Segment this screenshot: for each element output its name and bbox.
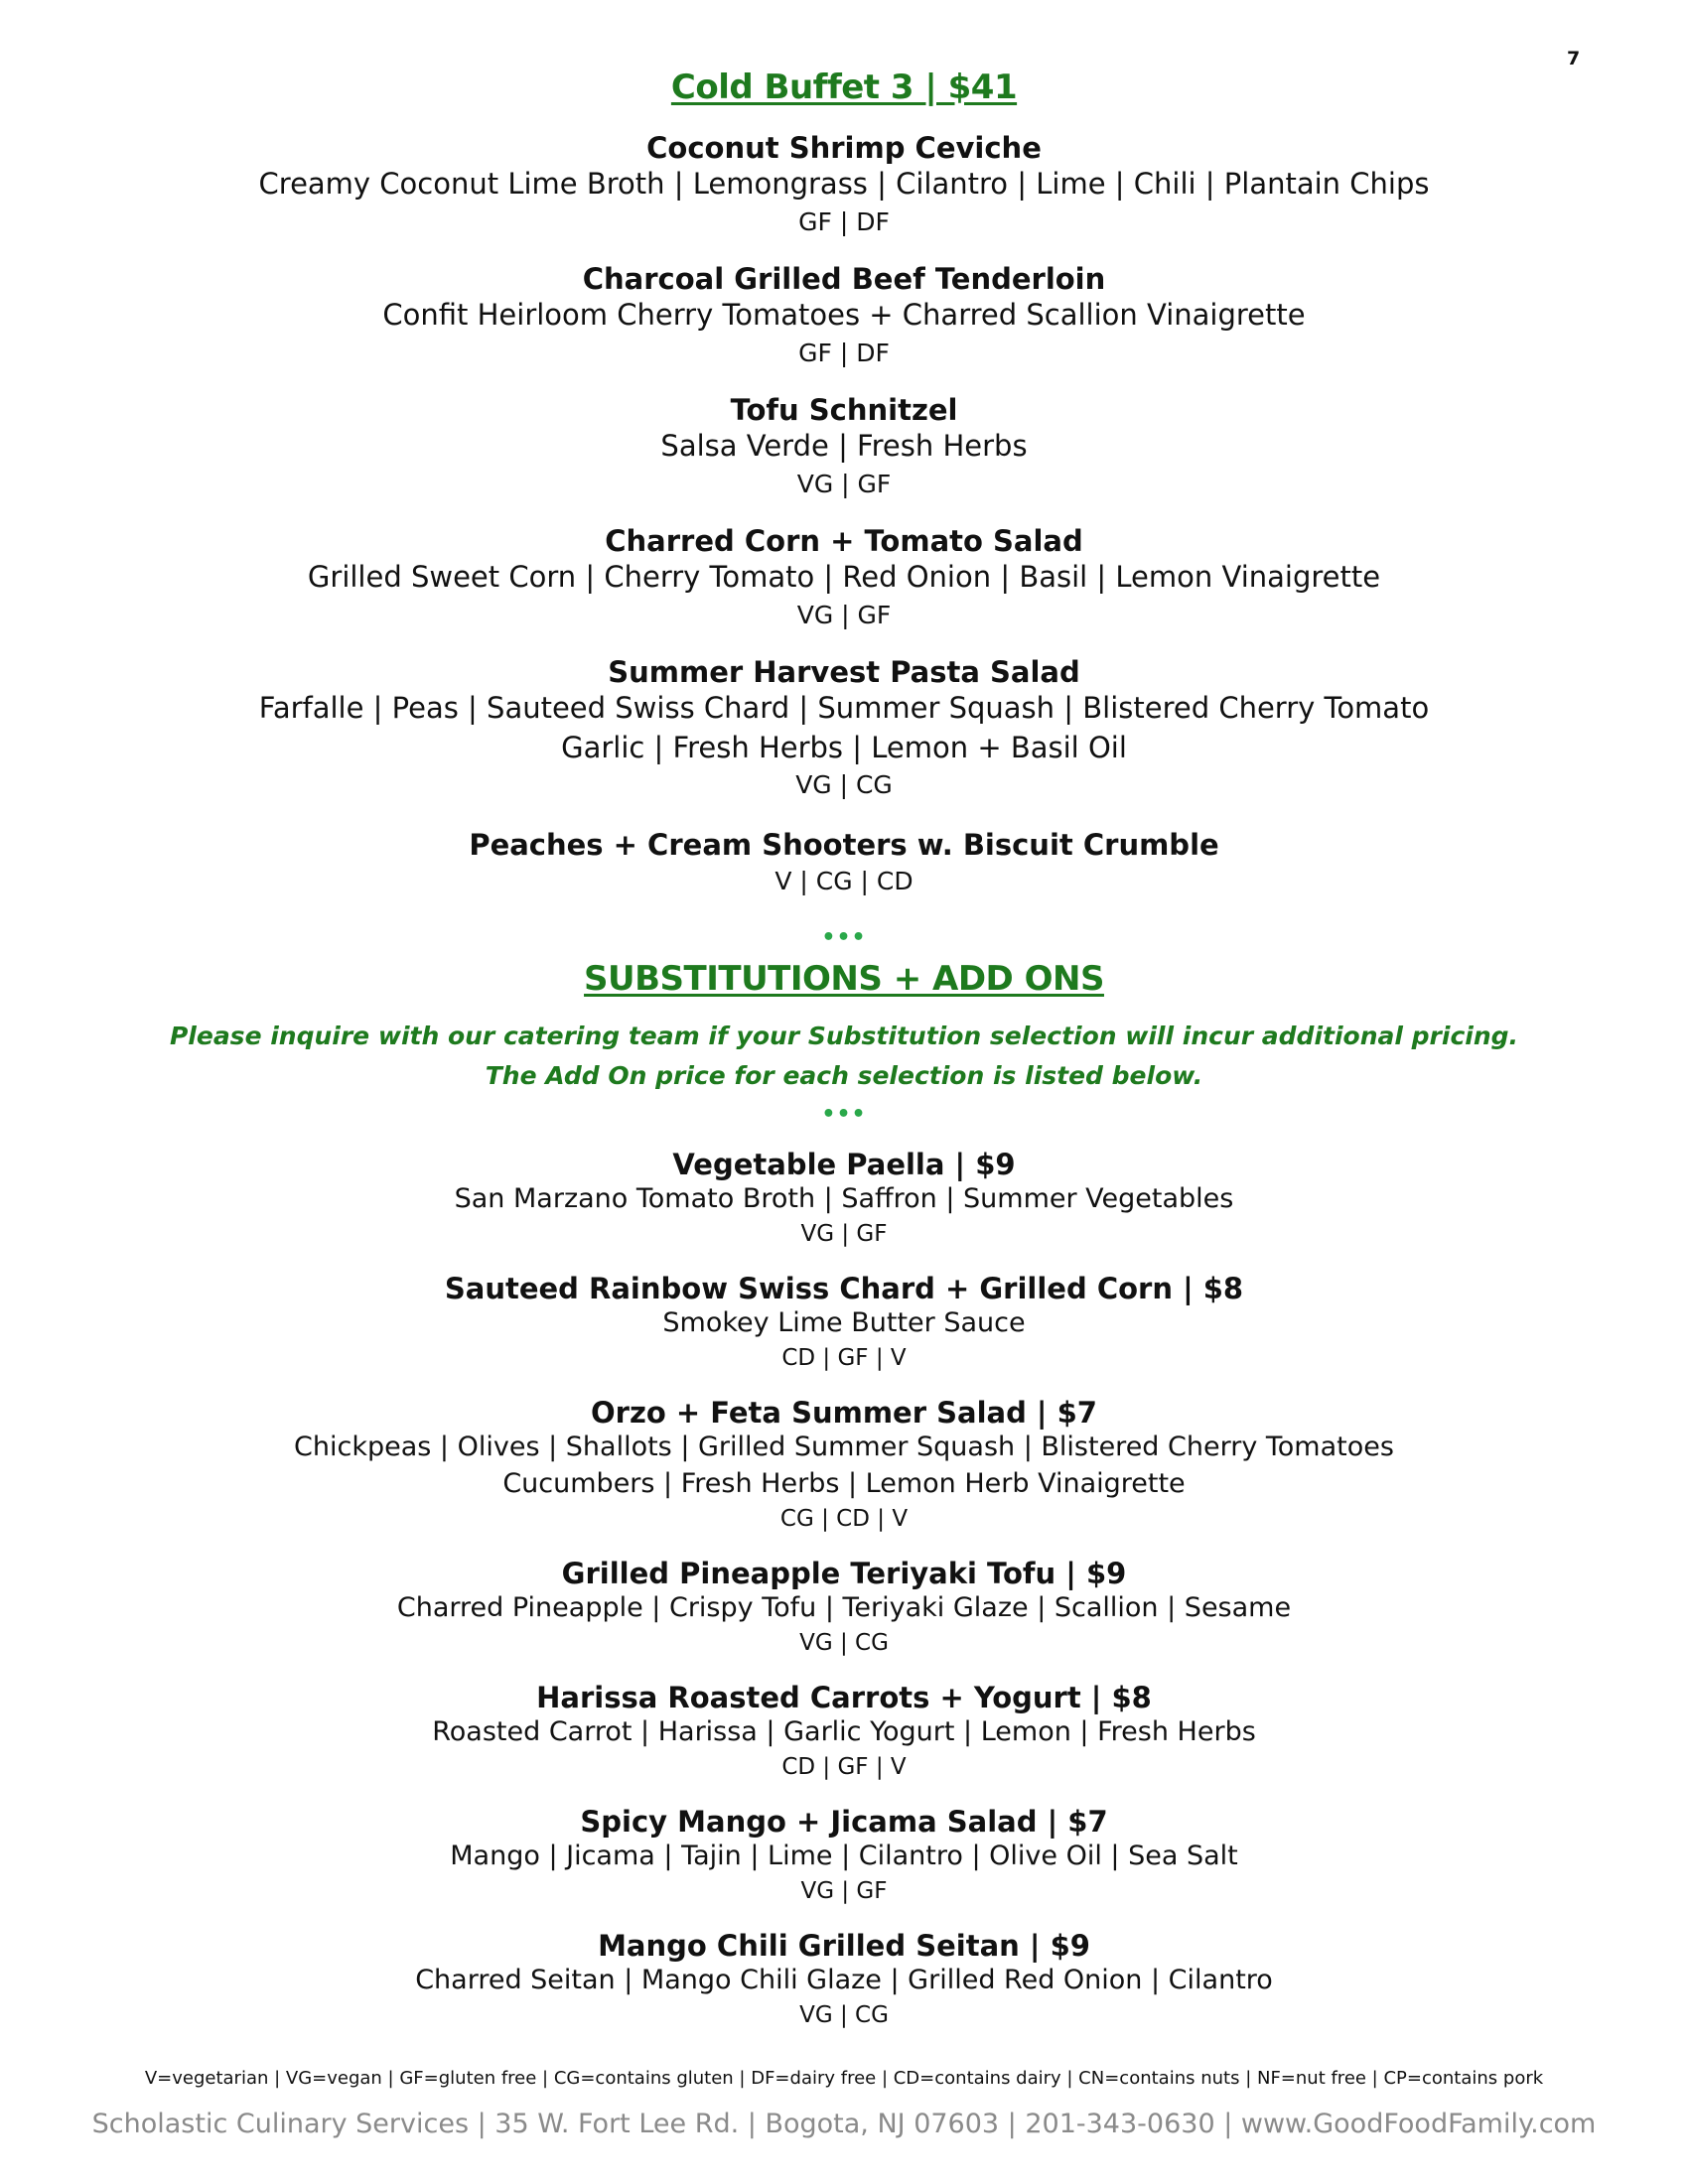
addon-item bbox=[0, 1398, 1688, 1536]
buffet-item-name: Coconut Shrimp Ceviche bbox=[646, 131, 1042, 165]
buffet-item-tags: VG | CG bbox=[795, 770, 893, 800]
addon-item-name: Mango Chili Grilled Seitan | $9 bbox=[598, 1929, 1090, 1963]
addon-item-desc: Roasted Carrot | Harissa | Garlic Yogurt | Lemon | Fresh Herbs bbox=[432, 1715, 1256, 1747]
buffet-item bbox=[0, 395, 1688, 502]
buffet-item bbox=[0, 657, 1688, 804]
dietary-legend: V=vegetarian | VG=vegan | GF=gluten free | CG=contains gluten | DF=dairy free | CD=contains dairy | CN=contains nuts | NF=nut free | CP=contains pork bbox=[144, 2068, 1544, 2089]
addon-item-desc: Chickpeas | Olives | Shallots | Grilled Summer Squash | Blistered Cherry Tomatoes bbox=[294, 1431, 1394, 1462]
addon-item-tags: VG | GF bbox=[800, 1877, 888, 1904]
buffet-item bbox=[0, 830, 1688, 901]
addons-notice bbox=[0, 1017, 1688, 1096]
buffet-section bbox=[0, 69, 1688, 106]
buffet-item-tags: GF | DF bbox=[798, 206, 890, 236]
addon-item-name: Sauteed Rainbow Swiss Chard + Grilled Corn | $8 bbox=[444, 1272, 1244, 1305]
buffet-item bbox=[0, 264, 1688, 371]
addon-item-desc: Smokey Lime Butter Sauce bbox=[662, 1306, 1026, 1338]
addon-item-tags: CG | CD | V bbox=[779, 1505, 909, 1532]
buffet-item-tags: GF | DF bbox=[798, 338, 890, 367]
addon-item-name: Grilled Pineapple Teriyaki Tofu | $9 bbox=[561, 1557, 1127, 1590]
page-number: 7 bbox=[1567, 48, 1581, 69]
buffet-item-desc: Farfalle | Peas | Sauteed Swiss Chard | Summer Squash | Blistered Cherry Tomato bbox=[258, 690, 1430, 725]
buffet-heading: Cold Buffet 3 | $41 bbox=[670, 68, 1018, 107]
buffet-item-tags: VG | GF bbox=[796, 600, 892, 629]
addon-item-name: Spicy Mango + Jicama Salad | $7 bbox=[580, 1805, 1108, 1839]
addon-item-desc: Mango | Jicama | Tajin | Lime | Cilantro | Olive Oil | Sea Salt bbox=[450, 1840, 1238, 1871]
addons-notice-line: The Add On price for each selection is listed below. bbox=[485, 1061, 1203, 1090]
addon-item-tags: CD | GF | V bbox=[781, 1753, 907, 1780]
addons-notice-line: Please inquire with our catering team if your Substitution selection will incur additional pricing. bbox=[169, 1022, 1519, 1050]
addons-heading: SUBSTITUTIONS + ADD ONS bbox=[584, 959, 1104, 999]
buffet-item-desc: Garlic | Fresh Herbs | Lemon + Basil Oil bbox=[561, 730, 1127, 764]
buffet-item-desc: Salsa Verde | Fresh Herbs bbox=[660, 428, 1028, 463]
buffet-item-desc: Confit Heirloom Cherry Tomatoes + Charred Scallion Vinaigrette bbox=[382, 297, 1306, 332]
addon-item-desc: Cucumbers | Fresh Herbs | Lemon Herb Vinaigrette bbox=[502, 1467, 1186, 1499]
buffet-item-desc: Creamy Coconut Lime Broth | Lemongrass | Cilantro | Lime | Chili | Plantain Chips bbox=[258, 166, 1430, 201]
buffet-item bbox=[0, 133, 1688, 240]
addon-item bbox=[0, 1931, 1688, 2032]
addon-item bbox=[0, 1683, 1688, 1784]
addon-item-tags: VG | GF bbox=[800, 1220, 888, 1247]
buffet-item-name: Tofu Schnitzel bbox=[730, 393, 958, 427]
addon-item bbox=[0, 1807, 1688, 1908]
addon-item bbox=[0, 1559, 1688, 1660]
buffet-item-name: Charcoal Grilled Beef Tenderloin bbox=[582, 262, 1106, 296]
buffet-item-tags: VG | GF bbox=[796, 469, 892, 498]
addon-item-desc: Charred Pineapple | Crispy Tofu | Teriyaki Glaze | Scallion | Sesame bbox=[396, 1591, 1292, 1623]
addon-item-tags: VG | CG bbox=[799, 1629, 889, 1656]
buffet-item-desc: Grilled Sweet Corn | Cherry Tomato | Red Onion | Basil | Lemon Vinaigrette bbox=[307, 559, 1381, 594]
addon-item-name: Harissa Roasted Carrots + Yogurt | $8 bbox=[536, 1681, 1152, 1714]
buffet-item-name: Peaches + Cream Shooters w. Biscuit Crumble bbox=[469, 828, 1219, 862]
addon-item-name: Orzo + Feta Summer Salad | $7 bbox=[591, 1396, 1097, 1430]
buffet-item-tags: V | CG | CD bbox=[774, 866, 914, 895]
addons-section bbox=[0, 961, 1688, 998]
buffet-item bbox=[0, 526, 1688, 633]
addon-item-name: Vegetable Paella | $9 bbox=[672, 1148, 1016, 1181]
buffet-item-name: Charred Corn + Tomato Salad bbox=[605, 524, 1083, 558]
addon-item-desc: Charred Seitan | Mango Chili Glaze | Grilled Red Onion | Cilantro bbox=[415, 1964, 1273, 1995]
addon-item-tags: VG | CG bbox=[799, 2001, 889, 2028]
footer-contact: Scholastic Culinary Services | 35 W. Fort Lee Rd. | Bogota, NJ 07603 | 201-343-0630 | www.GoodFoodFamily.com bbox=[91, 2109, 1597, 2139]
separator-dots: ••• bbox=[821, 1102, 867, 1127]
buffet-item-name: Summer Harvest Pasta Salad bbox=[608, 655, 1080, 689]
addon-item-desc: San Marzano Tomato Broth | Saffron | Summer Vegetables bbox=[454, 1182, 1234, 1214]
addon-item-tags: CD | GF | V bbox=[781, 1344, 907, 1371]
addon-item bbox=[0, 1150, 1688, 1251]
addon-item bbox=[0, 1274, 1688, 1375]
separator-dots: ••• bbox=[821, 925, 867, 950]
